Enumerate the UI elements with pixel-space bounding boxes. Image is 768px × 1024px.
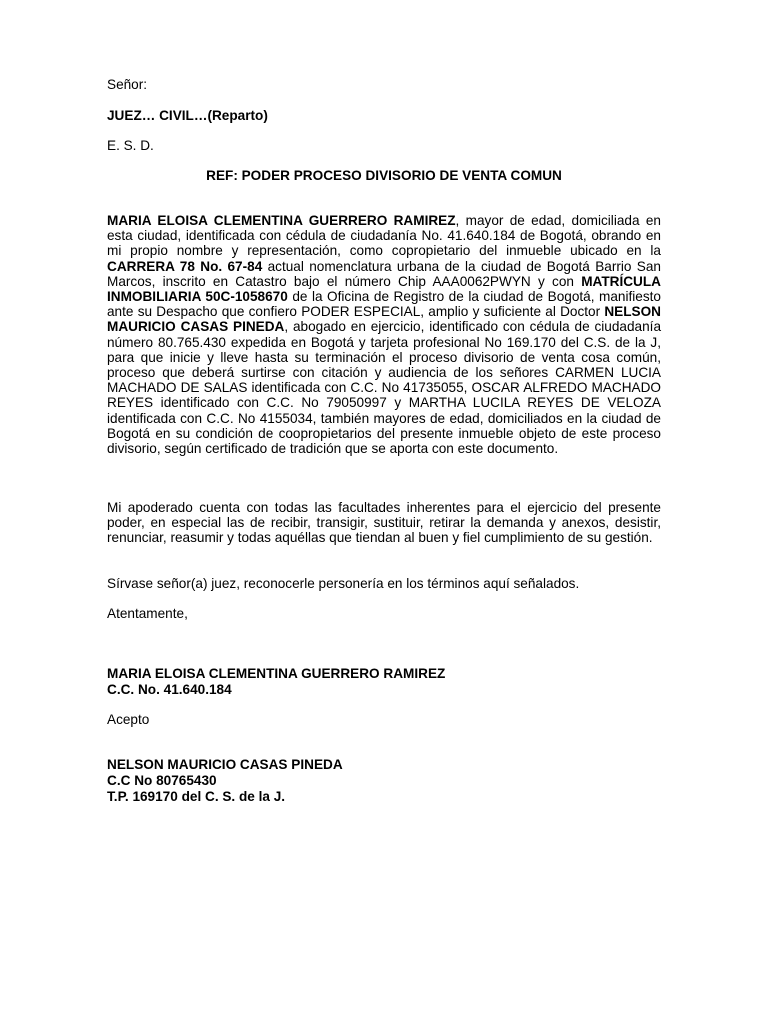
- signature-attorney-name: NELSON MAURICIO CASAS PINEDA: [107, 757, 343, 772]
- paragraph-grant: [107, 213, 661, 456]
- paragraph-request: Sírvase señor(a) juez, reconocerle personería en los términos aquí señalados.: [107, 576, 580, 591]
- paragraph-grant-text-3: de la Oficina de Registro de la ciudad de Bogotá, manifiesto ante su Despacho que confiero PODER ESPECIAL, amplio y suficiente al Doctor: [107, 289, 661, 320]
- paragraph-grant-text-2: actual nomenclatura urbana de la ciudad de Bogotá Barrio San Marcos, inscrito en Catastro bajo el número Chip AAA0062PWYN y con: [107, 258, 661, 289]
- signature-grantor-id: C.C. No. 41.640.184: [107, 682, 232, 697]
- paragraph-grant-text-1: , mayor de edad, domiciliada en esta ciudad, identificada con cédula de ciudadanía No. 41.640.184 de Bogotá, obrando en mi propio nombre y representación, como copropietario del inmueble ubicado en la: [107, 213, 661, 259]
- closing: Atentamente,: [107, 606, 188, 621]
- grantor-name-inline: MARIA ELOISA CLEMENTINA GUERRERO RAMIREZ: [107, 213, 456, 228]
- salutation: Señor:: [107, 77, 148, 92]
- esd-line: E. S. D.: [107, 138, 154, 153]
- paragraph-grant-text-4: , abogado en ejercicio, identificado con cédula de ciudadanía número 80.765.430 expedida en Bogotá y tarjeta profesional No 169.170 del C.S. de la J, para que inicie y lleve hasta su terminación el proceso divisorio de venta cosa común, proceso que deberá surtirse con citación y audiencia de los señores CARMEN LUCIA MACHADO DE SALAS identificada con C.C. No 41735055, OSCAR ALFREDO MACHADO REYES identificado con C.C. No 79050997 y MARTHA LUCILA REYES DE VELOZA identificada con C.C. No 4155034, también mayores de edad, domiciliados en la ciudad de Bogotá en su condición de coopropietarios del presente inmueble objeto de este proceso divisorio, según certificado de tradición que se aporta con este documento.: [107, 319, 662, 457]
- signature-attorney-id: C.C No 80765430: [107, 773, 217, 788]
- addressee: JUEZ… CIVIL…(Reparto): [107, 108, 268, 123]
- signature-grantor-name: MARIA ELOISA CLEMENTINA GUERRERO RAMIREZ: [107, 666, 446, 681]
- accept-label: Acepto: [107, 712, 150, 727]
- paragraph-faculties: Mi apoderado cuenta con todas las facultades inherentes para el ejercicio del presente poder, en especial las de recibir, transigir, sustituir, retirar la demanda y anexos, desistir, renunciar, reasumir y todas aquéllas que tiendan al buen y fiel cumplimiento de su gestión.: [107, 500, 661, 546]
- matricula-inmobiliaria: MATRÍCULA INMOBILIARIA 50C-1058670: [107, 273, 661, 305]
- property-address: CARRERA 78 No. 67-84: [107, 258, 263, 274]
- signature-attorney-tp: T.P. 169170 del C. S. de la J.: [107, 789, 286, 804]
- reference-title: REF: PODER PROCESO DIVISORIO DE VENTA COMUN: [206, 168, 562, 183]
- attorney-name-inline: NELSON MAURICIO CASAS PINEDA: [107, 304, 661, 335]
